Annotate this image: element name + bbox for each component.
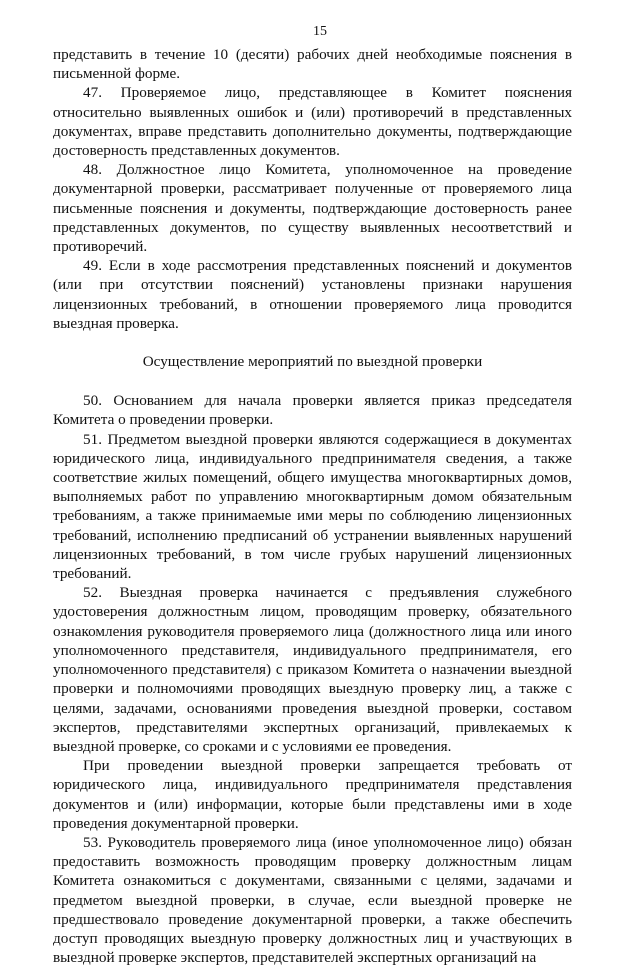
section-heading: Осуществление мероприятий по выездной проверки: [142, 353, 483, 371]
paragraph-53: 53. Руководитель проверяемого лица (иное уполномоченное лицо) обязан предоставить возможность проводящим проверку должностным лицам Комитета ознакомиться с документами, связанными с целями, задачами и предметом выездной проверки, в случае, если выездной проверке не предшествовало проведение документарной проверки, а также обеспечить доступ проводящих выездную проверку должностных лиц и участвующих в выездной проверке экспертов, представителей экспертных организаций на: [53, 833, 572, 967]
paragraph-48: 48. Должностное лицо Комитета, уполномоченное на проведение документарной проверки, рассматривает полученные от проверяемого лица письменные пояснения и документы, подтверждающие достоверность ранее представленных документов, по существу выявленных несоответствий и противоречий.: [53, 161, 572, 256]
paragraph-49: 49. Если в ходе рассмотрения представленных пояснений и документов (или при отсутствии пояснений) установлены признаки нарушения лицензионных требований, в отношении проверяемого лица проводится выездная проверка.: [53, 257, 572, 332]
paragraph-51: 51. Предметом выездной проверки являются содержащиеся в документах юридического лица, индивидуального предпринимателя сведения, а также соответствие жилых помещений, общего имущества многоквартирных домов, выполняемых работ по управлению многоквартирным домом обязательным требованиям, а также принимаемые ими меры по соблюдению лицензионных требований, исполнению предписаний об устранении выявленных нарушений лицензионных требований, в том числе грубых нарушений лицензионных требований.: [53, 430, 572, 583]
paragraph-52: 52. Выездная проверка начинается с предъявления служебного удостоверения должностным лицом, проводящим проверку, обязательного ознакомления руководителя проверяемого лица (должностного лица или иного уполномоченного представителя, индивидуального предпринимателя, его уполномоченного представителя) с приказом Комитета о назначении выездной проверки и полномочиями проводящих выездную проверку лиц, а также с целями, задачами, основаниями проведения выездной проверки, составом экспертов, представителями экспертных организаций, привлекаемых к выездной проверке, со сроками и с условиями ее проведения.: [53, 584, 572, 755]
paragraph-47: 47. Проверяемое лицо, представляющее в Комитет пояснения относительно выявленных ошибок и (или) противоречий в представленных документах, вправе представить дополнительно документы, подтверждающие достоверность представленных документов.: [53, 84, 572, 160]
paragraph-50: 50. Основанием для начала проверки является приказ председателя Комитета о проведении проверки.: [53, 392, 572, 429]
paragraph-continuation: представить в течение 10 (десяти) рабочих дней необходимые пояснения в письменной форме.: [53, 46, 572, 83]
document-body: [53, 45, 572, 967]
paragraph-52-cont: При проведении выездной проверки запрещается требовать от юридического лица, индивидуального предпринимателя представления документов и (или) информации, которые были представлены ими в ходе проведения документарной проверки.: [53, 757, 572, 832]
page-number: 15: [313, 24, 327, 39]
